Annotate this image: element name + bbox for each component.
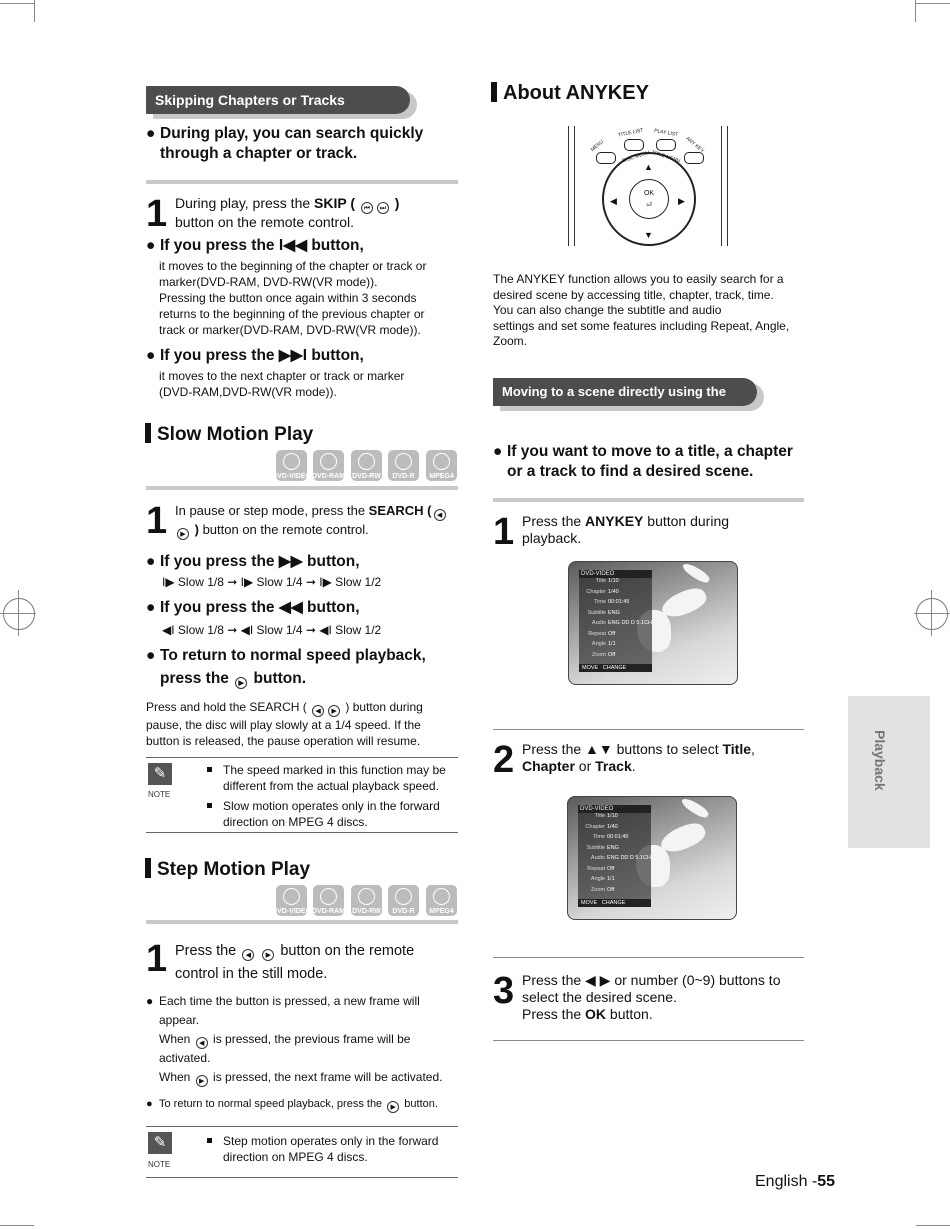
- play-icon: ▶: [387, 1101, 399, 1113]
- skip-intro-line2: through a chapter or track.: [160, 145, 358, 162]
- down-arrow-icon: ▼: [644, 230, 653, 240]
- note-item: The speed marked in this function may be different from the actual playback speed.: [223, 762, 446, 794]
- about-paragraph: The ANYKEY function allows you to easily search for a desired scene by accessing title, chapter, track, time. You can also change the subtitle and audio settings and set some features including Repeat, Angle, Zoom.: [493, 272, 790, 348]
- note-pencil-icon: ✎: [148, 763, 172, 785]
- anykey-label-bold: ANYKEY: [585, 513, 644, 529]
- when2: When: [159, 1070, 194, 1084]
- slow-step1: [175, 502, 448, 540]
- osd-panel: DVD-VIDEO Title 1/10 Chapter 1/40 Time 00:01:45 Subtitle ENG Audio ENG DD D 5.1CH Repeat Off Angle 1/1 Zoom Off MOVE CHANGE: [580, 806, 652, 906]
- step1-line2: control in the still mode.: [175, 966, 328, 982]
- when1-end: is pressed, the previous frame will be: [209, 1032, 411, 1046]
- osd-screenshot-2: [567, 796, 737, 920]
- side-tab-playback: [848, 696, 930, 848]
- step-number: 1: [493, 511, 515, 553]
- skip-step1-text: During play, press the: [175, 195, 315, 211]
- slow-step1-line2: button on the remote control.: [198, 522, 369, 537]
- hold-line1: Press and hold the SEARCH (: [146, 700, 311, 714]
- next-heading: ● If you press the ▶▶I button,: [146, 347, 364, 364]
- hold-line2: pause, the disc will play slowly at a 1/4 speed. If the: [146, 718, 421, 732]
- title-list-button: [624, 139, 644, 151]
- divider: [146, 180, 458, 184]
- step-motion-step1: [175, 940, 414, 986]
- disc-dvd-video-icon: DVD-VIDEO: [276, 450, 307, 481]
- registration-mark: [916, 598, 948, 630]
- skip-step1-line2: button on the remote control.: [175, 214, 354, 230]
- divider: [493, 498, 804, 502]
- play-list-label: PLAY LIST: [653, 127, 679, 139]
- prev-line: returns to the beginning of the previous chapter or: [159, 307, 425, 321]
- title-list-label: TITLE LIST: [617, 127, 644, 139]
- up-arrow-icon: ▲: [644, 162, 653, 172]
- step1-text: Press the: [175, 943, 241, 959]
- rew-slow-sequence: ◀I Slow 1/8 ➞ ◀I Slow 1/4 ➞ ◀I Slow 1/2: [162, 623, 382, 637]
- crop-mark: [914, 613, 950, 614]
- step-fwd-icon: ▶: [262, 949, 274, 961]
- search-back-icon: ◀: [312, 705, 324, 717]
- each-line1: Each time the button is pressed, a new frame will: [159, 994, 420, 1008]
- normal-line2: press the: [160, 670, 234, 687]
- menu-button: [596, 152, 616, 164]
- crop-mark: [916, 3, 950, 4]
- disc-mpeg4-icon: MPEG4: [426, 885, 457, 916]
- play-icon: ▶: [235, 677, 247, 689]
- search-fwd-icon: ▶: [177, 528, 189, 540]
- anykey-step2: Press the ▲▼ buttons to select Title, Chapter or Track.: [522, 741, 755, 774]
- osd-screenshot-1: [568, 561, 738, 685]
- ok-button: OK ⏎: [629, 179, 669, 219]
- step-back-icon: ◀: [196, 1037, 208, 1049]
- about-title-text: About ANYKEY: [503, 82, 649, 104]
- disc-dvd-ram-icon: DVD-RAM: [313, 885, 344, 916]
- crop-mark: [18, 590, 19, 636]
- prev-line: marker(DVD-RAM, DVD-RW(VR mode)).: [159, 275, 378, 289]
- skip-close: ): [390, 195, 400, 211]
- divider: [493, 1040, 804, 1041]
- skip-next-icon: ⏭: [377, 202, 389, 214]
- skip-prev-icon: ⏮: [361, 202, 373, 214]
- side-tab-label: Playback: [872, 730, 888, 791]
- when1-line2: activated.: [159, 1051, 211, 1065]
- page-footer: [755, 1173, 835, 1191]
- ff-heading: ● If you press the ▶▶ button,: [146, 553, 360, 570]
- divider: [493, 957, 804, 958]
- prev-heading-text: If you press the I◀◀ button,: [160, 237, 364, 254]
- slow-step1-text: In pause or step mode, press the: [175, 503, 369, 518]
- return-normal-line: ● To return to normal speed playback, press the ▶ button.: [146, 1098, 438, 1111]
- section-pill-skipping: Skipping Chapters or Tracks: [146, 86, 410, 114]
- step-back-icon: ◀: [242, 949, 254, 961]
- next-heading-text: If you press the ▶▶I button,: [160, 347, 364, 364]
- divider: [146, 920, 458, 924]
- next-line: (DVD-RAM,DVD-RW(VR mode)).: [159, 385, 337, 399]
- next-line: it moves to the next chapter or track or marker: [159, 369, 405, 383]
- note-item: Slow motion operates only in the forward direction on MPEG 4 discs.: [223, 798, 440, 830]
- disc-dvd-video-icon: DVD-VIDEO: [276, 885, 307, 916]
- slow-motion-title: [145, 423, 313, 446]
- want-heading: ● If you want to move to a title, a chapter or a track to find a desired scene.: [493, 443, 793, 480]
- ff-slow-sequence: I▶ Slow 1/8 ➞ I▶ Slow 1/4 ➞ I▶ Slow 1/2: [162, 575, 382, 589]
- prev-line: track or marker(DVD-RAM, DVD-RW(VR mode)).: [159, 323, 421, 337]
- hold-line1-end: ) button during: [342, 700, 423, 714]
- note-pencil-icon: ✎: [148, 1132, 172, 1154]
- search-fwd-icon: ▶: [328, 705, 340, 717]
- about-anykey-title: [491, 82, 649, 104]
- note-label: NOTE: [148, 790, 171, 799]
- skip-step1: [175, 195, 399, 231]
- disc-dvd-rw-icon: DVD-RW: [351, 885, 382, 916]
- prev-line: Pressing the button once again within 3 seconds: [159, 291, 417, 305]
- remote-control-illustration: [566, 126, 730, 246]
- hold-search-paragraph: [146, 699, 423, 749]
- disc-dvd-r-icon: DVD-R: [388, 885, 419, 916]
- right-arrow-icon: ▶: [678, 196, 685, 206]
- rew-heading: ● If you press the ◀◀ button,: [146, 599, 360, 616]
- skip-label: SKIP (: [314, 195, 356, 211]
- when1: When: [159, 1032, 194, 1046]
- want-line2: or a track to find a desired scene.: [507, 463, 754, 480]
- normal-speed-heading: ● To return to normal speed playback, press the ▶ button.: [146, 647, 426, 687]
- step-number: 3: [493, 970, 515, 1012]
- section-pill-moving: Moving to a scene directly using the ANYKEY: [493, 378, 757, 406]
- crop-mark: [34, 0, 35, 22]
- prev-heading: ● If you press the I◀◀ button,: [146, 237, 364, 254]
- note-label: NOTE: [148, 1160, 171, 1169]
- anykey-label: ANY KEY: [684, 135, 705, 155]
- note-top-rule: [146, 1126, 458, 1127]
- search-label: SEARCH (: [368, 503, 432, 518]
- crop-mark: [0, 3, 34, 4]
- hold-line3: button is released, the pause operation will resume.: [146, 734, 421, 748]
- step-number: 1: [146, 938, 168, 980]
- prev-body: [159, 258, 426, 338]
- skip-intro: ● During play, you can search quickly through a chapter or track.: [146, 125, 424, 162]
- slow-title-text: Slow Motion Play: [157, 424, 314, 445]
- divider: [146, 486, 458, 490]
- anykey-step3: Press the ◀ ▶ or number (0~9) buttons to select the desired scene. Press the OK button.: [522, 972, 781, 1022]
- step-number: 1: [146, 193, 168, 235]
- page-number: 55: [817, 1173, 836, 1190]
- crop-mark: [931, 590, 932, 636]
- each-line2: appear.: [159, 1013, 200, 1027]
- when2-end: is pressed, the next frame will be activated.: [209, 1070, 443, 1084]
- next-body: [159, 368, 404, 400]
- want-line1: If you want to move to a title, a chapter: [507, 443, 793, 460]
- play-list-button: [656, 139, 676, 151]
- return-text-end: button.: [401, 1098, 438, 1110]
- divider: [493, 729, 804, 730]
- footer-lang: English -: [755, 1173, 818, 1190]
- step-fwd-icon: ▶: [196, 1075, 208, 1087]
- disc-dvd-ram-icon: DVD-RAM: [313, 450, 344, 481]
- note-item: Step motion operates only in the forward direction on MPEG 4 discs.: [223, 1133, 438, 1165]
- skip-intro-line1: During play, you can search quickly: [160, 125, 424, 142]
- crop-mark: [915, 0, 916, 22]
- note-bottom-rule: [146, 1177, 458, 1178]
- step-number: 1: [146, 500, 168, 542]
- step1-text-end: button on the remote: [276, 943, 415, 959]
- return-text: To return to normal speed playback, press the: [159, 1098, 386, 1110]
- disc-dvd-rw-icon: DVD-RW: [351, 450, 382, 481]
- disc-dvd-r-icon: DVD-R: [388, 450, 419, 481]
- left-arrow-icon: ◀: [610, 196, 617, 206]
- prev-line: it moves to the beginning of the chapter or track or: [159, 259, 427, 273]
- title-menu-label: TITLE MENU: [650, 149, 681, 165]
- disc-mpeg4-icon: MPEG4: [426, 450, 457, 481]
- rew-heading-text: If you press the ◀◀ button,: [160, 599, 360, 616]
- note-top-rule: [146, 757, 458, 758]
- normal-line2-end: button.: [249, 670, 307, 687]
- registration-mark: [3, 598, 35, 630]
- crop-mark: [0, 1225, 34, 1226]
- note-bottom-rule: [146, 832, 458, 833]
- normal-line1: To return to normal speed playback,: [160, 647, 426, 664]
- step-title-text: Step Motion Play: [157, 859, 311, 880]
- search-back-icon: ◀: [434, 509, 446, 521]
- step-motion-title: [145, 858, 310, 881]
- anykey-step1: Press the ANYKEY button during playback.: [522, 513, 730, 546]
- osd-panel: DVD-VIDEO Title 1/10 Chapter 1/40 Time 00:01:45 Subtitle ENG Audio ENG DD D 5.1CH Repeat Off Angle 1/1 Zoom Off MOVE CHANGE: [581, 571, 653, 671]
- each-time-paragraph: ● Each time the button is pressed, a new frame will appear. When ◀ is pressed, the previous frame will be activated. When ▶ is pressed, the next frame will be activated.: [146, 994, 443, 1085]
- disc-menu-label: DISC MENU: [621, 149, 651, 165]
- menu-label: MENU: [589, 138, 605, 154]
- step-number: 2: [493, 739, 515, 781]
- crop-mark: [916, 1225, 950, 1226]
- ff-heading-text: If you press the ▶▶ button,: [160, 553, 360, 570]
- search-close: ): [191, 522, 199, 537]
